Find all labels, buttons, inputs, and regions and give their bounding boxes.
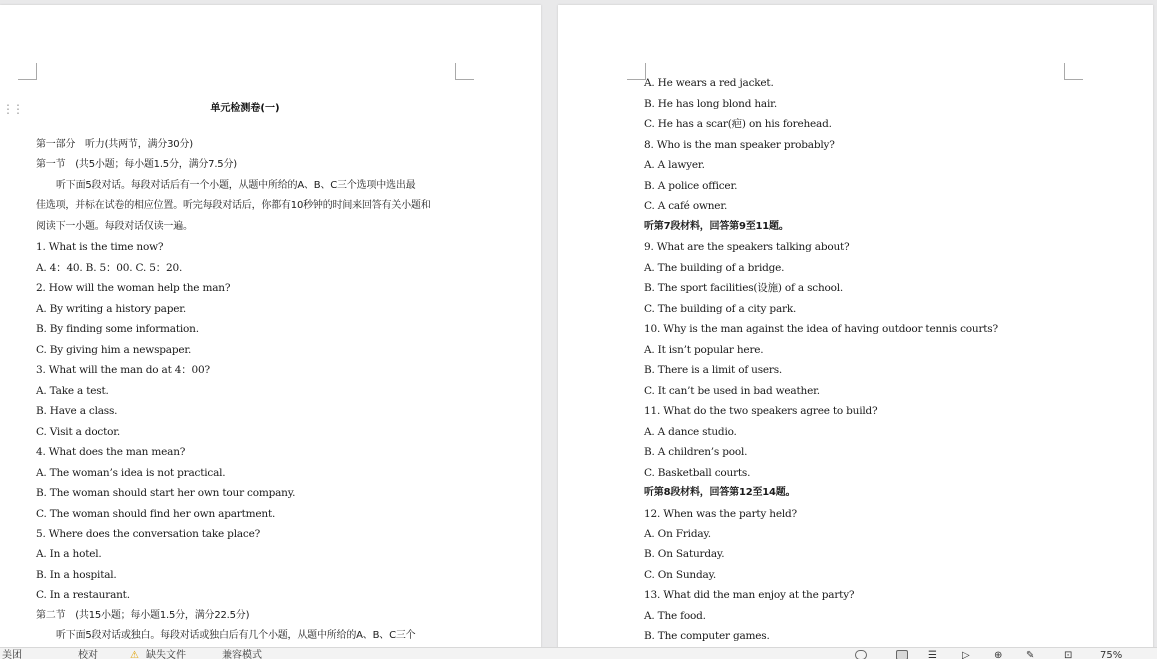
option-text: B. The woman should start her own tour company. bbox=[36, 487, 296, 499]
outline-icon[interactable]: ☰ bbox=[928, 650, 937, 659]
zoom-level[interactable]: 75% bbox=[1100, 650, 1123, 659]
status-item-compat-mode[interactable]: 兼容模式 bbox=[222, 650, 262, 659]
option-text: B. By finding some information. bbox=[36, 323, 199, 335]
question-text: 12. When was the party held? bbox=[644, 508, 797, 520]
text-line: 第一节 (共5小题；每小题1.5分，满分7.5分) bbox=[36, 159, 237, 170]
option-text: A. The food. bbox=[644, 610, 706, 622]
document-page-2 bbox=[558, 5, 1153, 655]
play-icon[interactable]: ▷ bbox=[962, 650, 970, 659]
margin-corner-mark bbox=[1064, 63, 1083, 80]
web-view-icon[interactable]: ⊕ bbox=[994, 650, 1003, 659]
margin-corner-mark bbox=[455, 63, 474, 80]
option-text: C. On Sunday. bbox=[644, 569, 717, 581]
option-text: B. Have a class. bbox=[36, 405, 118, 417]
option-text: B. A police officer. bbox=[644, 180, 738, 192]
option-text: B. The sport facilities(设施) of a school. bbox=[644, 282, 844, 294]
option-text: C. The woman should find her own apartment. bbox=[36, 508, 276, 520]
option-text: B. In a hospital. bbox=[36, 569, 117, 581]
text-line: 听下面5段对话或独白。每段对话或独白后有几个小题，从题中所给的A、B、C三个 bbox=[56, 630, 416, 641]
status-item-missing-file[interactable]: 缺失文件 bbox=[146, 650, 186, 659]
option-text: A. 4：40. B. 5：00. C. 5：20. bbox=[36, 262, 183, 274]
option-text: A. It isn’t popular here. bbox=[644, 344, 764, 356]
option-text: C. In a restaurant. bbox=[36, 589, 130, 601]
status-item-proofread[interactable]: 校对 bbox=[78, 650, 98, 659]
option-text: C. By giving him a newspaper. bbox=[36, 344, 192, 356]
option-text: A. A dance studio. bbox=[644, 426, 737, 438]
question-text: 3. What will the man do at 4：00? bbox=[36, 364, 210, 376]
option-text: B. He has long blond hair. bbox=[644, 98, 777, 110]
section-heading: 听第8段材料，回答第12至14题。 bbox=[644, 487, 796, 498]
option-text: C. The building of a city park. bbox=[644, 303, 797, 315]
document-page-1 bbox=[0, 5, 541, 655]
option-text: C. Visit a doctor. bbox=[36, 426, 121, 438]
warning-icon: ⚠ bbox=[130, 650, 139, 659]
option-text: C. Basketball courts. bbox=[644, 467, 751, 479]
question-text: 5. Where does the conversation take place? bbox=[36, 528, 261, 540]
option-text: A. The building of a bridge. bbox=[644, 262, 785, 274]
status-item-meituan[interactable]: 美团 bbox=[2, 650, 22, 659]
text-line: 阅读下一小题。每段对话仅读一遍。 bbox=[36, 221, 193, 232]
section-heading: 听第7段材料，回答第9至11题。 bbox=[644, 221, 789, 232]
question-text: 10. Why is the man against the idea of having outdoor tennis courts? bbox=[644, 323, 998, 335]
text-line: 第一部分 听力(共两节，满分30分) bbox=[36, 139, 193, 150]
option-text: C. He has a scar(疤) on his forehead. bbox=[644, 118, 832, 130]
margin-corner-mark bbox=[18, 63, 37, 80]
drag-handle-icon[interactable]: ⋮⋮ bbox=[2, 102, 22, 116]
question-text: 8. Who is the man speaker probably? bbox=[644, 139, 835, 151]
text-line: 听下面5段对话。每段对话后有一个小题，从题中所给的A、B、C三个选项中选出最 bbox=[56, 180, 416, 191]
option-text: A. A lawyer. bbox=[644, 159, 705, 171]
option-text: A. Take a test. bbox=[36, 385, 109, 397]
option-text: B. The computer games. bbox=[644, 630, 770, 642]
option-text: A. By writing a history paper. bbox=[36, 303, 187, 315]
page-title: 单元检测卷(一) bbox=[210, 103, 280, 114]
option-text: A. On Friday. bbox=[644, 528, 711, 540]
question-text: 2. How will the woman help the man? bbox=[36, 282, 231, 294]
question-text: 9. What are the speakers talking about? bbox=[644, 241, 850, 253]
fit-page-icon[interactable]: ⊡ bbox=[1064, 650, 1073, 659]
section-heading: 第二节 (共15小题；每小题1.5分，满分22.5分) bbox=[36, 610, 250, 621]
question-text: 11. What do the two speakers agree to build? bbox=[644, 405, 878, 417]
text-line: 佳选项，并标在试卷的相应位置。听完每段对话后，你都有10秒钟的时间来回答有关小题和 bbox=[36, 200, 431, 211]
option-text: B. There is a limit of users. bbox=[644, 364, 783, 376]
option-text: C. A café owner. bbox=[644, 200, 728, 212]
option-text: A. In a hotel. bbox=[36, 548, 102, 560]
option-text: A. He wears a red jacket. bbox=[644, 77, 774, 89]
question-text: 13. What did the man enjoy at the party? bbox=[644, 589, 855, 601]
option-text: A. The woman’s idea is not practical. bbox=[36, 467, 226, 479]
question-text: 4. What does the man mean? bbox=[36, 446, 186, 458]
option-text: B. On Saturday. bbox=[644, 548, 725, 560]
status-bar bbox=[0, 647, 1157, 659]
question-text: 1. What is the time now? bbox=[36, 241, 164, 253]
option-text: C. It can’t be used in bad weather. bbox=[644, 385, 820, 397]
option-text: B. A children’s pool. bbox=[644, 446, 748, 458]
pen-icon[interactable]: ✎ bbox=[1026, 650, 1035, 659]
